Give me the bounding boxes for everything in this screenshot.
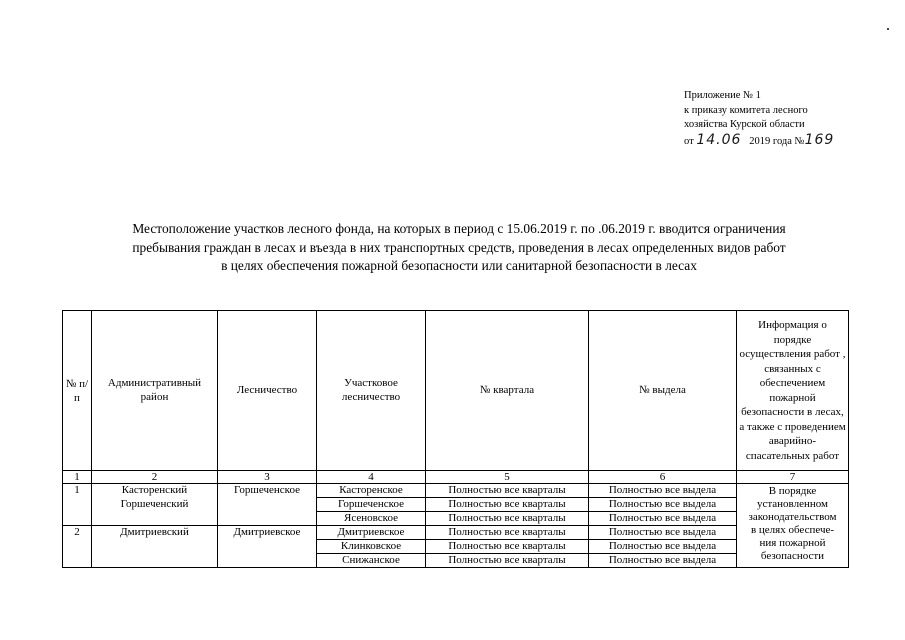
document-title: [60, 220, 858, 276]
col-number: 5: [426, 471, 589, 484]
scan-speck: [887, 28, 889, 30]
row-section: Клинковское: [317, 540, 426, 554]
row-quarter: Полностью все кварталы: [426, 526, 589, 540]
column-number-row: [63, 471, 849, 484]
row-section: Ясеновское: [317, 512, 426, 526]
info-line: законодательством: [748, 511, 837, 523]
row-allotment: Полностью все выдела: [589, 512, 737, 526]
annex-block: [684, 89, 834, 149]
handwritten-date: 14.06: [696, 131, 742, 148]
header-allotment: № выдела: [589, 311, 737, 471]
info-line: ния пожарной: [759, 537, 826, 549]
row-allotment: Полностью все выдела: [589, 498, 737, 512]
col-number: 6: [589, 471, 737, 484]
col-number: 7: [737, 471, 849, 484]
handwritten-number: 169: [804, 131, 835, 148]
row-num: 1: [63, 484, 92, 526]
header-row: [63, 311, 849, 471]
row-forestry: Дмитриевское: [218, 526, 317, 568]
info-line: в целях обеспече-: [750, 524, 835, 536]
header-info: Информация о порядке осуществления работ , связанных с обеспечением пожарной безопасности в лесах, а также с проведением аварийно-спасательных работ: [737, 311, 849, 471]
row-section: Горшеченское: [317, 498, 426, 512]
header-quarter: № квартала: [426, 311, 589, 471]
col-number: 3: [218, 471, 317, 484]
row-quarter: Полностью все кварталы: [426, 540, 589, 554]
row-allotment: Полностью все выдела: [589, 554, 737, 568]
title-line-1: Местоположение участков лесного фонда, на которых в период с 15.06.2019 г. по .06.2019 г. вводится ограничения: [132, 221, 786, 236]
row-section: Дмитриевское: [317, 526, 426, 540]
info-cell: [737, 484, 849, 568]
row-allotment: Полностью все выдела: [589, 540, 737, 554]
row-district: Горшеченский: [92, 498, 218, 526]
table-row: [63, 484, 849, 498]
annex-line-3: хозяйства Курской области: [684, 119, 805, 130]
annex-line-1: Приложение № 1: [684, 90, 761, 101]
info-line: установленном: [756, 498, 829, 510]
restrictions-table: [62, 310, 849, 568]
header-district: Административный район: [92, 311, 218, 471]
row-section: Касторенское: [317, 484, 426, 498]
header-num: № п/п: [63, 311, 92, 471]
row-quarter: Полностью все кварталы: [426, 484, 589, 498]
header-section: Участковое лесничество: [317, 311, 426, 471]
row-quarter: Полностью все кварталы: [426, 554, 589, 568]
row-num: 2: [63, 526, 92, 568]
row-district: Дмитриевский: [92, 526, 218, 568]
col-number: 2: [92, 471, 218, 484]
annex-date-line: [684, 133, 834, 150]
table-row: [63, 498, 849, 512]
info-line: В порядке: [768, 485, 817, 497]
row-section: Снижанское: [317, 554, 426, 568]
row-forestry: Горшеченское: [218, 484, 317, 526]
header-forestry: Лесничество: [218, 311, 317, 471]
row-allotment: Полностью все выдела: [589, 526, 737, 540]
date-year: 2019 года №: [749, 135, 805, 147]
row-allotment: Полностью все выдела: [589, 484, 737, 498]
col-number: 1: [63, 471, 92, 484]
title-line-3: в целях обеспечения пожарной безопасности или санитарной безопасности в лесах: [221, 258, 697, 273]
date-prefix: от: [684, 135, 694, 147]
table-row: [63, 526, 849, 540]
info-line: безопасности: [760, 550, 825, 562]
row-quarter: Полностью все кварталы: [426, 498, 589, 512]
title-line-2: пребывания граждан в лесах и въезда в них транспортных средств, проведения в лесах определенных видов работ: [132, 239, 786, 255]
col-number: 4: [317, 471, 426, 484]
row-district: Касторенский: [92, 484, 218, 498]
row-quarter: Полностью все кварталы: [426, 512, 589, 526]
annex-line-2: к приказу комитета лесного: [684, 104, 808, 116]
